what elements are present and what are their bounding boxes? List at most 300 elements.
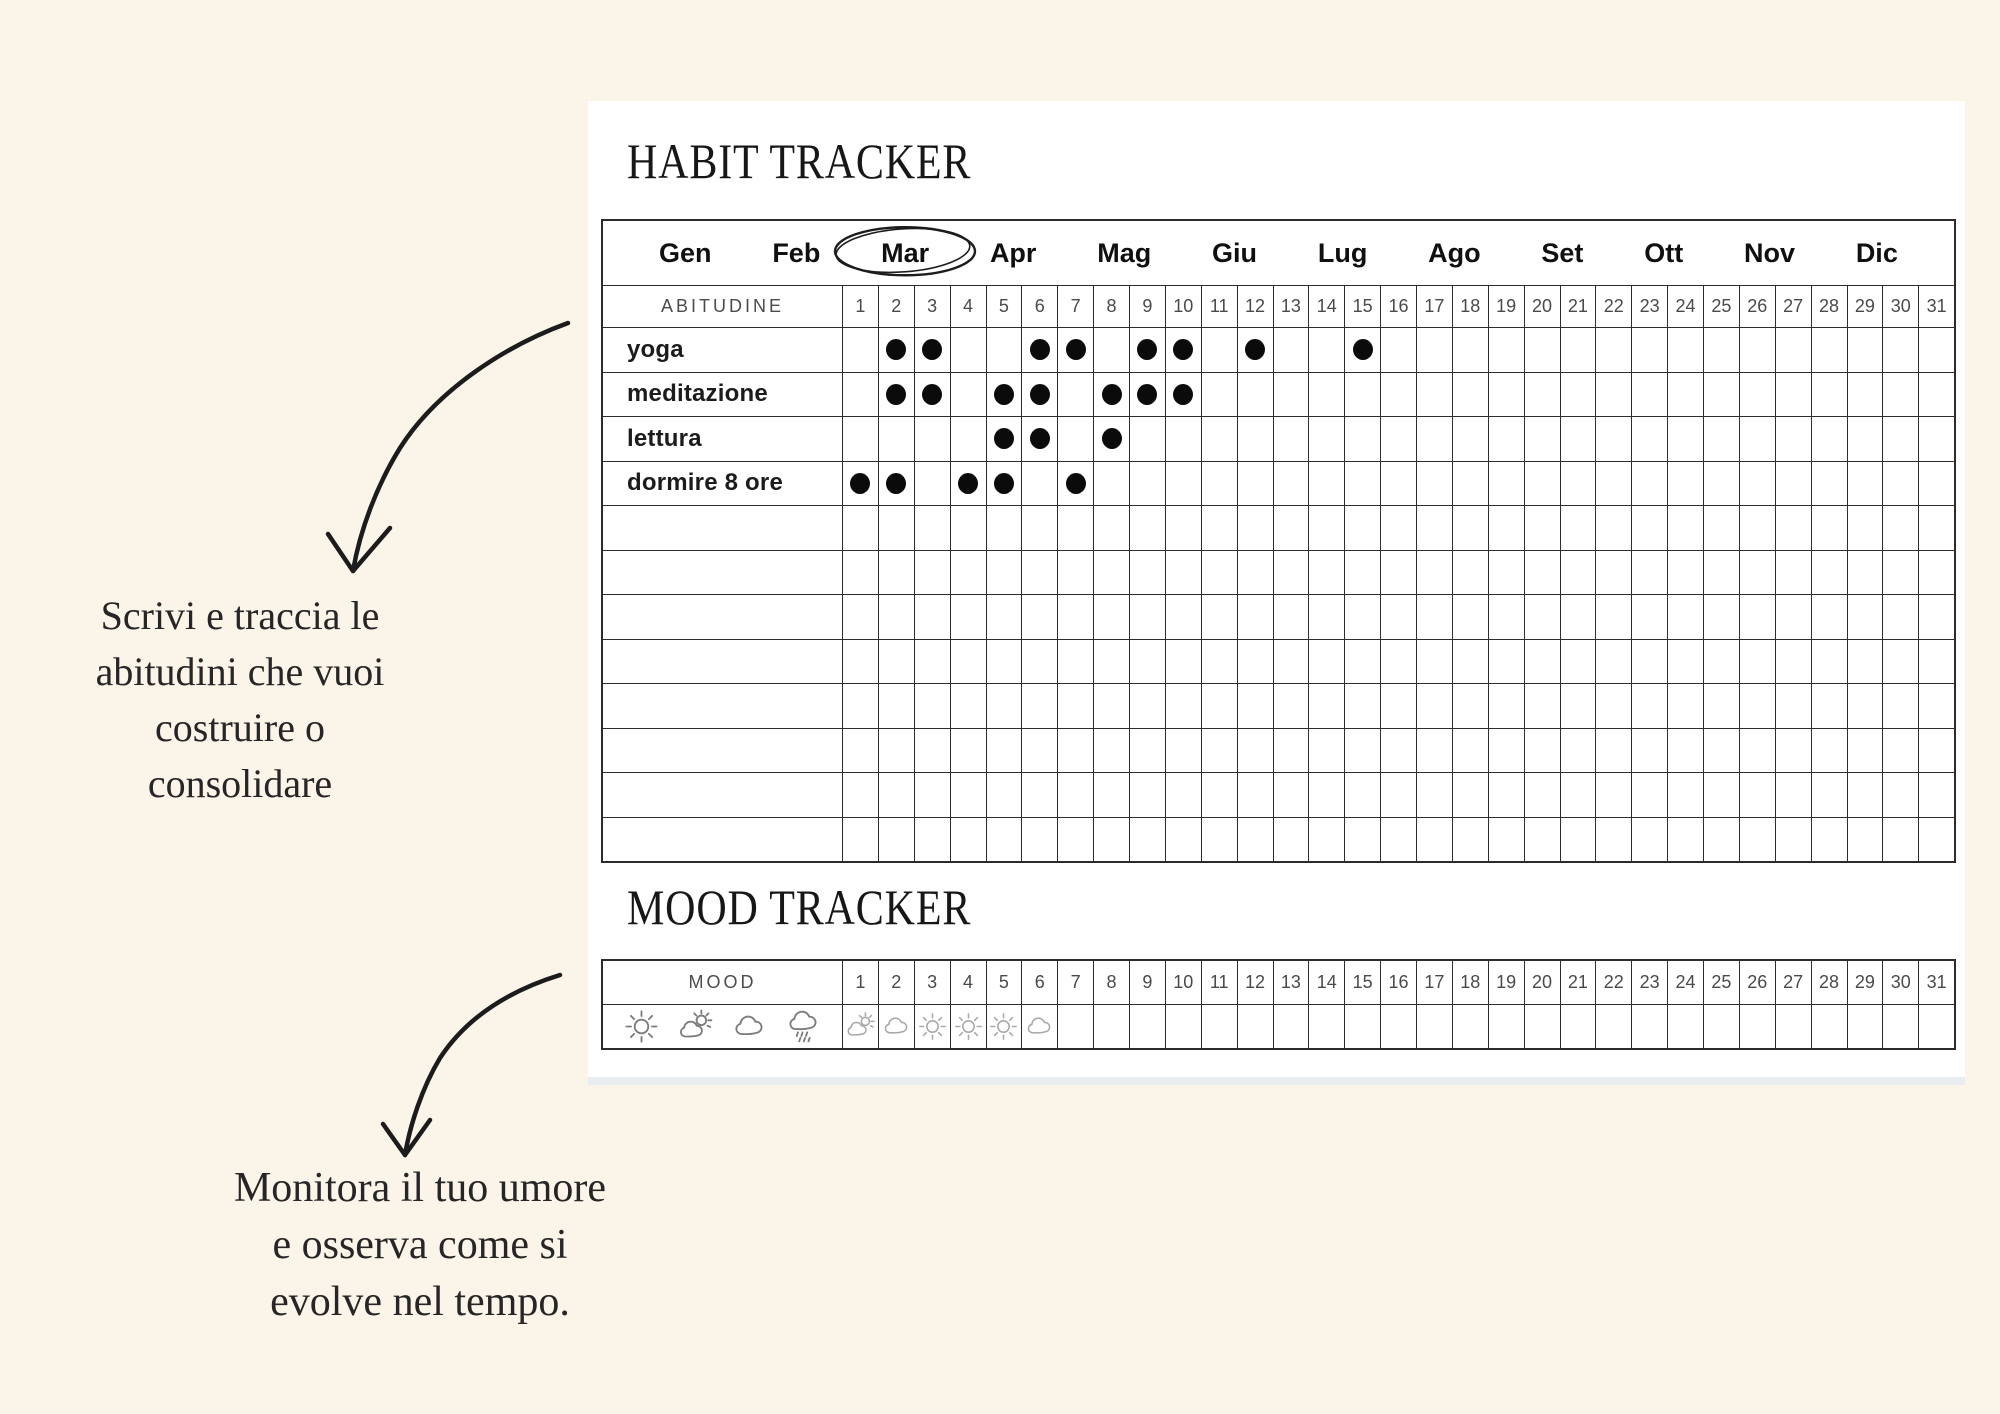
habit-day-cell[interactable] bbox=[1021, 506, 1057, 550]
habit-day-cell[interactable] bbox=[842, 373, 878, 417]
habit-day-cell[interactable] bbox=[1380, 595, 1416, 639]
habit-day-cell[interactable] bbox=[986, 417, 1022, 461]
habit-day-cell[interactable] bbox=[1631, 506, 1667, 550]
habit-day-cell[interactable] bbox=[1237, 462, 1273, 506]
habit-day-cell[interactable] bbox=[1667, 551, 1703, 595]
habit-day-cell[interactable] bbox=[1560, 684, 1596, 728]
habit-day-cell[interactable] bbox=[1057, 373, 1093, 417]
habit-day-cell[interactable] bbox=[1595, 818, 1631, 862]
habit-day-cell[interactable] bbox=[1416, 729, 1452, 773]
habit-day-cell[interactable] bbox=[1416, 417, 1452, 461]
habit-day-cell[interactable] bbox=[1631, 595, 1667, 639]
habit-day-cell[interactable] bbox=[1703, 417, 1739, 461]
habit-day-cell[interactable] bbox=[1273, 462, 1309, 506]
habit-day-cell[interactable] bbox=[1201, 551, 1237, 595]
habit-day-cell[interactable] bbox=[1667, 328, 1703, 372]
habit-day-cell[interactable] bbox=[1452, 417, 1488, 461]
habit-day-cell[interactable] bbox=[842, 729, 878, 773]
habit-day-cell[interactable] bbox=[1273, 729, 1309, 773]
month-feb[interactable] bbox=[772, 238, 820, 269]
habit-day-cell[interactable] bbox=[1488, 328, 1524, 372]
mood-day-cell[interactable] bbox=[1739, 1005, 1775, 1048]
habit-day-cell[interactable] bbox=[1560, 773, 1596, 817]
habit-day-cell[interactable] bbox=[1739, 462, 1775, 506]
mood-day-cell[interactable] bbox=[1811, 1005, 1847, 1048]
habit-day-cell[interactable] bbox=[1488, 595, 1524, 639]
habit-day-cell[interactable] bbox=[1775, 773, 1811, 817]
habit-day-cell[interactable] bbox=[1344, 640, 1380, 684]
habit-name-cell[interactable]: lettura bbox=[627, 424, 702, 452]
habit-day-cell[interactable] bbox=[1488, 729, 1524, 773]
mood-day-cell[interactable] bbox=[1918, 1005, 1954, 1048]
habit-day-cell[interactable] bbox=[1918, 684, 1954, 728]
habit-day-cell[interactable] bbox=[1308, 551, 1344, 595]
habit-day-cell[interactable] bbox=[1057, 818, 1093, 862]
mood-day-cell[interactable] bbox=[1057, 1005, 1093, 1048]
habit-day-cell[interactable] bbox=[1631, 462, 1667, 506]
habit-name-cell[interactable] bbox=[603, 595, 842, 639]
habit-day-cell[interactable] bbox=[1811, 684, 1847, 728]
habit-day-cell[interactable] bbox=[1524, 417, 1560, 461]
habit-day-cell[interactable] bbox=[1237, 595, 1273, 639]
habit-day-cell[interactable] bbox=[878, 417, 914, 461]
habit-day-cell[interactable] bbox=[1811, 373, 1847, 417]
habit-day-cell[interactable] bbox=[1739, 640, 1775, 684]
habit-day-cell[interactable] bbox=[1344, 462, 1380, 506]
habit-name-cell[interactable]: yoga bbox=[627, 335, 684, 363]
habit-day-cell[interactable] bbox=[1560, 729, 1596, 773]
habit-day-cell[interactable] bbox=[842, 551, 878, 595]
habit-day-cell[interactable] bbox=[1703, 462, 1739, 506]
habit-day-cell[interactable] bbox=[1452, 729, 1488, 773]
habit-day-cell[interactable] bbox=[1057, 595, 1093, 639]
habit-day-cell[interactable] bbox=[1739, 506, 1775, 550]
habit-day-cell[interactable] bbox=[1524, 551, 1560, 595]
habit-day-cell[interactable] bbox=[1165, 684, 1201, 728]
habit-day-cell[interactable] bbox=[1560, 417, 1596, 461]
habit-day-cell[interactable] bbox=[1775, 640, 1811, 684]
habit-day-cell[interactable] bbox=[1273, 373, 1309, 417]
habit-day-cell[interactable] bbox=[1488, 417, 1524, 461]
habit-day-cell[interactable] bbox=[950, 551, 986, 595]
habit-day-cell[interactable] bbox=[1201, 818, 1237, 862]
habit-day-cell[interactable] bbox=[1308, 640, 1344, 684]
habit-day-cell[interactable] bbox=[1021, 640, 1057, 684]
habit-day-cell[interactable] bbox=[1452, 595, 1488, 639]
habit-day-cell[interactable] bbox=[1488, 684, 1524, 728]
habit-day-cell[interactable] bbox=[1595, 417, 1631, 461]
habit-day-cell[interactable] bbox=[1093, 373, 1129, 417]
habit-day-cell[interactable] bbox=[986, 551, 1022, 595]
habit-day-cell[interactable] bbox=[1380, 328, 1416, 372]
habit-day-cell[interactable] bbox=[1703, 640, 1739, 684]
habit-day-cell[interactable] bbox=[1739, 417, 1775, 461]
habit-day-cell[interactable] bbox=[1129, 684, 1165, 728]
habit-day-cell[interactable] bbox=[1488, 551, 1524, 595]
habit-day-cell[interactable] bbox=[950, 462, 986, 506]
habit-day-cell[interactable] bbox=[1165, 462, 1201, 506]
habit-day-cell[interactable] bbox=[1631, 373, 1667, 417]
habit-day-cell[interactable] bbox=[1560, 818, 1596, 862]
habit-day-cell[interactable] bbox=[1344, 773, 1380, 817]
habit-day-cell[interactable] bbox=[1739, 328, 1775, 372]
habit-day-cell[interactable] bbox=[1703, 506, 1739, 550]
habit-day-cell[interactable] bbox=[1524, 595, 1560, 639]
habit-day-cell[interactable] bbox=[878, 640, 914, 684]
habit-day-cell[interactable] bbox=[878, 729, 914, 773]
habit-day-cell[interactable] bbox=[1631, 551, 1667, 595]
habit-day-cell[interactable] bbox=[1201, 417, 1237, 461]
habit-day-cell[interactable] bbox=[1524, 684, 1560, 728]
habit-day-cell[interactable] bbox=[1201, 684, 1237, 728]
habit-day-cell[interactable] bbox=[1882, 417, 1918, 461]
habit-day-cell[interactable] bbox=[1165, 818, 1201, 862]
habit-day-cell[interactable] bbox=[1129, 328, 1165, 372]
habit-day-cell[interactable] bbox=[1739, 729, 1775, 773]
habit-day-cell[interactable] bbox=[1811, 462, 1847, 506]
habit-day-cell[interactable] bbox=[1488, 640, 1524, 684]
habit-day-cell[interactable] bbox=[1488, 462, 1524, 506]
habit-day-cell[interactable] bbox=[1847, 818, 1883, 862]
habit-day-cell[interactable] bbox=[1811, 773, 1847, 817]
habit-name-cell[interactable]: meditazione bbox=[627, 380, 768, 408]
habit-day-cell[interactable] bbox=[1739, 595, 1775, 639]
habit-day-cell[interactable] bbox=[1416, 595, 1452, 639]
habit-day-cell[interactable] bbox=[1380, 640, 1416, 684]
habit-day-cell[interactable] bbox=[914, 551, 950, 595]
habit-day-cell[interactable] bbox=[986, 818, 1022, 862]
habit-day-cell[interactable] bbox=[1416, 684, 1452, 728]
habit-day-cell[interactable] bbox=[878, 373, 914, 417]
habit-day-cell[interactable] bbox=[986, 595, 1022, 639]
habit-day-cell[interactable] bbox=[842, 640, 878, 684]
habit-day-cell[interactable] bbox=[1918, 729, 1954, 773]
habit-day-cell[interactable] bbox=[1847, 417, 1883, 461]
habit-day-cell[interactable] bbox=[1057, 417, 1093, 461]
habit-day-cell[interactable] bbox=[1918, 417, 1954, 461]
habit-day-cell[interactable] bbox=[1882, 551, 1918, 595]
habit-day-cell[interactable] bbox=[1165, 595, 1201, 639]
habit-day-cell[interactable] bbox=[1380, 551, 1416, 595]
habit-day-cell[interactable] bbox=[1811, 818, 1847, 862]
habit-day-cell[interactable] bbox=[1595, 595, 1631, 639]
habit-day-cell[interactable] bbox=[1201, 640, 1237, 684]
habit-day-cell[interactable] bbox=[1667, 818, 1703, 862]
habit-day-cell[interactable] bbox=[1524, 773, 1560, 817]
mood-day-cell[interactable] bbox=[1021, 1005, 1057, 1048]
habit-day-cell[interactable] bbox=[1273, 328, 1309, 372]
habit-day-cell[interactable] bbox=[1811, 595, 1847, 639]
month-ago[interactable] bbox=[1428, 238, 1480, 269]
habit-day-cell[interactable] bbox=[1201, 729, 1237, 773]
habit-day-cell[interactable] bbox=[1847, 640, 1883, 684]
mood-day-cell[interactable] bbox=[1703, 1005, 1739, 1048]
habit-day-cell[interactable] bbox=[1524, 640, 1560, 684]
habit-day-cell[interactable] bbox=[1667, 417, 1703, 461]
habit-day-cell[interactable] bbox=[1273, 640, 1309, 684]
mood-day-cell[interactable] bbox=[1165, 1005, 1201, 1048]
habit-day-cell[interactable] bbox=[878, 551, 914, 595]
month-apr[interactable] bbox=[990, 238, 1037, 269]
habit-day-cell[interactable] bbox=[1667, 640, 1703, 684]
habit-name-cell[interactable] bbox=[603, 640, 842, 684]
habit-day-cell[interactable] bbox=[1021, 773, 1057, 817]
habit-day-cell[interactable] bbox=[950, 506, 986, 550]
habit-day-cell[interactable] bbox=[1201, 595, 1237, 639]
habit-day-cell[interactable] bbox=[1021, 729, 1057, 773]
habit-day-cell[interactable] bbox=[1631, 640, 1667, 684]
habit-day-cell[interactable] bbox=[1021, 818, 1057, 862]
habit-day-cell[interactable] bbox=[1882, 818, 1918, 862]
mood-day-cell[interactable] bbox=[1380, 1005, 1416, 1048]
habit-day-cell[interactable] bbox=[950, 729, 986, 773]
habit-day-cell[interactable] bbox=[878, 684, 914, 728]
habit-day-cell[interactable] bbox=[1667, 773, 1703, 817]
habit-day-cell[interactable] bbox=[1739, 684, 1775, 728]
month-ott[interactable] bbox=[1644, 238, 1683, 269]
habit-day-cell[interactable] bbox=[1703, 818, 1739, 862]
habit-day-cell[interactable] bbox=[1380, 684, 1416, 728]
habit-day-cell[interactable] bbox=[1273, 506, 1309, 550]
habit-day-cell[interactable] bbox=[1057, 328, 1093, 372]
habit-day-cell[interactable] bbox=[1129, 373, 1165, 417]
habit-day-cell[interactable] bbox=[1847, 373, 1883, 417]
habit-day-cell[interactable] bbox=[1237, 373, 1273, 417]
habit-name-cell[interactable] bbox=[603, 818, 842, 862]
habit-name-cell[interactable] bbox=[603, 551, 842, 595]
habit-day-cell[interactable] bbox=[914, 417, 950, 461]
habit-day-cell[interactable] bbox=[878, 462, 914, 506]
habit-day-cell[interactable] bbox=[1273, 551, 1309, 595]
habit-day-cell[interactable] bbox=[1667, 729, 1703, 773]
habit-day-cell[interactable] bbox=[1775, 595, 1811, 639]
habit-day-cell[interactable] bbox=[1560, 373, 1596, 417]
habit-day-cell[interactable] bbox=[1811, 506, 1847, 550]
mood-day-cell[interactable] bbox=[1631, 1005, 1667, 1048]
habit-day-cell[interactable] bbox=[1416, 462, 1452, 506]
habit-day-cell[interactable] bbox=[1344, 506, 1380, 550]
habit-day-cell[interactable] bbox=[1631, 328, 1667, 372]
mood-day-cell[interactable] bbox=[1775, 1005, 1811, 1048]
mood-day-cell[interactable] bbox=[950, 1005, 986, 1048]
habit-day-cell[interactable] bbox=[1847, 506, 1883, 550]
habit-day-cell[interactable] bbox=[1847, 684, 1883, 728]
habit-day-cell[interactable] bbox=[1452, 328, 1488, 372]
habit-day-cell[interactable] bbox=[1452, 773, 1488, 817]
habit-day-cell[interactable] bbox=[1918, 818, 1954, 862]
habit-day-cell[interactable] bbox=[1344, 684, 1380, 728]
habit-day-cell[interactable] bbox=[914, 462, 950, 506]
habit-day-cell[interactable] bbox=[1560, 328, 1596, 372]
mood-day-cell[interactable] bbox=[914, 1005, 950, 1048]
habit-name-cell[interactable] bbox=[603, 684, 842, 728]
habit-day-cell[interactable] bbox=[1129, 729, 1165, 773]
habit-day-cell[interactable] bbox=[1595, 373, 1631, 417]
habit-day-cell[interactable] bbox=[1057, 506, 1093, 550]
habit-day-cell[interactable] bbox=[1057, 640, 1093, 684]
habit-day-cell[interactable] bbox=[878, 506, 914, 550]
habit-day-cell[interactable] bbox=[1703, 684, 1739, 728]
habit-day-cell[interactable] bbox=[1201, 773, 1237, 817]
habit-day-cell[interactable] bbox=[842, 417, 878, 461]
habit-day-cell[interactable] bbox=[1524, 729, 1560, 773]
mood-day-cell[interactable] bbox=[1129, 1005, 1165, 1048]
habit-day-cell[interactable] bbox=[1882, 506, 1918, 550]
habit-day-cell[interactable] bbox=[1882, 595, 1918, 639]
habit-day-cell[interactable] bbox=[986, 684, 1022, 728]
mood-day-cell[interactable] bbox=[878, 1005, 914, 1048]
habit-day-cell[interactable] bbox=[1201, 328, 1237, 372]
habit-day-cell[interactable] bbox=[1560, 462, 1596, 506]
habit-day-cell[interactable] bbox=[1093, 462, 1129, 506]
habit-day-cell[interactable] bbox=[1308, 818, 1344, 862]
habit-day-cell[interactable] bbox=[1237, 640, 1273, 684]
habit-day-cell[interactable] bbox=[986, 373, 1022, 417]
habit-day-cell[interactable] bbox=[1918, 595, 1954, 639]
habit-day-cell[interactable] bbox=[1129, 506, 1165, 550]
habit-day-cell[interactable] bbox=[1237, 417, 1273, 461]
habit-day-cell[interactable] bbox=[1882, 729, 1918, 773]
habit-day-cell[interactable] bbox=[986, 773, 1022, 817]
habit-day-cell[interactable] bbox=[1344, 417, 1380, 461]
mood-day-cell[interactable] bbox=[1560, 1005, 1596, 1048]
habit-day-cell[interactable] bbox=[950, 417, 986, 461]
habit-day-cell[interactable] bbox=[1452, 551, 1488, 595]
habit-day-cell[interactable] bbox=[950, 818, 986, 862]
habit-day-cell[interactable] bbox=[842, 684, 878, 728]
habit-day-cell[interactable] bbox=[1308, 684, 1344, 728]
habit-day-cell[interactable] bbox=[914, 818, 950, 862]
habit-day-cell[interactable] bbox=[1631, 729, 1667, 773]
habit-day-cell[interactable] bbox=[1021, 595, 1057, 639]
habit-day-cell[interactable] bbox=[1488, 373, 1524, 417]
habit-day-cell[interactable] bbox=[1703, 551, 1739, 595]
habit-day-cell[interactable] bbox=[1308, 417, 1344, 461]
habit-day-cell[interactable] bbox=[1273, 684, 1309, 728]
habit-day-cell[interactable] bbox=[950, 640, 986, 684]
mood-day-cell[interactable] bbox=[1237, 1005, 1273, 1048]
month-mar[interactable] bbox=[881, 238, 929, 269]
habit-day-cell[interactable] bbox=[1344, 551, 1380, 595]
habit-day-cell[interactable] bbox=[1560, 551, 1596, 595]
habit-day-cell[interactable] bbox=[1524, 462, 1560, 506]
habit-day-cell[interactable] bbox=[1703, 595, 1739, 639]
habit-day-cell[interactable] bbox=[1452, 462, 1488, 506]
habit-day-cell[interactable] bbox=[1380, 818, 1416, 862]
habit-day-cell[interactable] bbox=[1739, 818, 1775, 862]
habit-day-cell[interactable] bbox=[1488, 818, 1524, 862]
habit-day-cell[interactable] bbox=[1524, 818, 1560, 862]
habit-day-cell[interactable] bbox=[842, 462, 878, 506]
habit-day-cell[interactable] bbox=[1847, 595, 1883, 639]
habit-day-cell[interactable] bbox=[1165, 506, 1201, 550]
habit-day-cell[interactable] bbox=[1129, 595, 1165, 639]
habit-day-cell[interactable] bbox=[1344, 373, 1380, 417]
habit-day-cell[interactable] bbox=[1667, 595, 1703, 639]
habit-day-cell[interactable] bbox=[1775, 818, 1811, 862]
habit-day-cell[interactable] bbox=[1452, 373, 1488, 417]
mood-day-cell[interactable] bbox=[842, 1005, 878, 1048]
habit-day-cell[interactable] bbox=[1021, 328, 1057, 372]
habit-day-cell[interactable] bbox=[1703, 773, 1739, 817]
habit-day-cell[interactable] bbox=[1093, 417, 1129, 461]
habit-day-cell[interactable] bbox=[914, 640, 950, 684]
mood-day-cell[interactable] bbox=[1308, 1005, 1344, 1048]
habit-day-cell[interactable] bbox=[1344, 818, 1380, 862]
habit-day-cell[interactable] bbox=[1775, 328, 1811, 372]
habit-day-cell[interactable] bbox=[1739, 773, 1775, 817]
habit-day-cell[interactable] bbox=[950, 684, 986, 728]
habit-day-cell[interactable] bbox=[986, 462, 1022, 506]
habit-day-cell[interactable] bbox=[986, 640, 1022, 684]
habit-day-cell[interactable] bbox=[1380, 417, 1416, 461]
habit-day-cell[interactable] bbox=[1237, 551, 1273, 595]
habit-day-cell[interactable] bbox=[1237, 818, 1273, 862]
habit-day-cell[interactable] bbox=[1524, 373, 1560, 417]
habit-day-cell[interactable] bbox=[1093, 818, 1129, 862]
habit-day-cell[interactable] bbox=[1882, 373, 1918, 417]
mood-day-cell[interactable] bbox=[1093, 1005, 1129, 1048]
mood-day-cell[interactable] bbox=[1524, 1005, 1560, 1048]
habit-day-cell[interactable] bbox=[1416, 328, 1452, 372]
habit-day-cell[interactable] bbox=[1882, 328, 1918, 372]
habit-day-cell[interactable] bbox=[1882, 773, 1918, 817]
habit-day-cell[interactable] bbox=[1093, 551, 1129, 595]
habit-day-cell[interactable] bbox=[1165, 417, 1201, 461]
habit-day-cell[interactable] bbox=[1165, 373, 1201, 417]
habit-name-cell[interactable] bbox=[603, 773, 842, 817]
habit-day-cell[interactable] bbox=[842, 818, 878, 862]
habit-day-cell[interactable] bbox=[1273, 773, 1309, 817]
habit-day-cell[interactable] bbox=[1703, 328, 1739, 372]
habit-day-cell[interactable] bbox=[1093, 773, 1129, 817]
habit-day-cell[interactable] bbox=[1595, 773, 1631, 817]
habit-day-cell[interactable] bbox=[1057, 462, 1093, 506]
habit-day-cell[interactable] bbox=[1811, 729, 1847, 773]
habit-name-cell[interactable] bbox=[603, 729, 842, 773]
habit-day-cell[interactable] bbox=[1129, 462, 1165, 506]
habit-day-cell[interactable] bbox=[1631, 818, 1667, 862]
habit-day-cell[interactable] bbox=[1847, 328, 1883, 372]
habit-day-cell[interactable] bbox=[950, 773, 986, 817]
month-giu[interactable] bbox=[1212, 238, 1257, 269]
habit-day-cell[interactable] bbox=[950, 328, 986, 372]
habit-day-cell[interactable] bbox=[1416, 551, 1452, 595]
habit-day-cell[interactable] bbox=[1165, 328, 1201, 372]
habit-day-cell[interactable] bbox=[1416, 506, 1452, 550]
habit-day-cell[interactable] bbox=[1416, 773, 1452, 817]
habit-day-cell[interactable] bbox=[1811, 417, 1847, 461]
habit-day-cell[interactable] bbox=[1165, 729, 1201, 773]
habit-day-cell[interactable] bbox=[878, 595, 914, 639]
mood-day-cell[interactable] bbox=[1488, 1005, 1524, 1048]
habit-day-cell[interactable] bbox=[1165, 640, 1201, 684]
habit-day-cell[interactable] bbox=[1488, 506, 1524, 550]
habit-day-cell[interactable] bbox=[1595, 328, 1631, 372]
habit-day-cell[interactable] bbox=[1021, 551, 1057, 595]
habit-day-cell[interactable] bbox=[1273, 417, 1309, 461]
month-nov[interactable] bbox=[1744, 238, 1795, 269]
habit-day-cell[interactable] bbox=[1129, 773, 1165, 817]
habit-day-cell[interactable] bbox=[1775, 373, 1811, 417]
habit-day-cell[interactable] bbox=[1775, 551, 1811, 595]
habit-day-cell[interactable] bbox=[1237, 729, 1273, 773]
habit-day-cell[interactable] bbox=[1703, 729, 1739, 773]
mood-day-cell[interactable] bbox=[1595, 1005, 1631, 1048]
habit-day-cell[interactable] bbox=[1524, 506, 1560, 550]
habit-day-cell[interactable] bbox=[1882, 462, 1918, 506]
habit-day-cell[interactable] bbox=[914, 595, 950, 639]
